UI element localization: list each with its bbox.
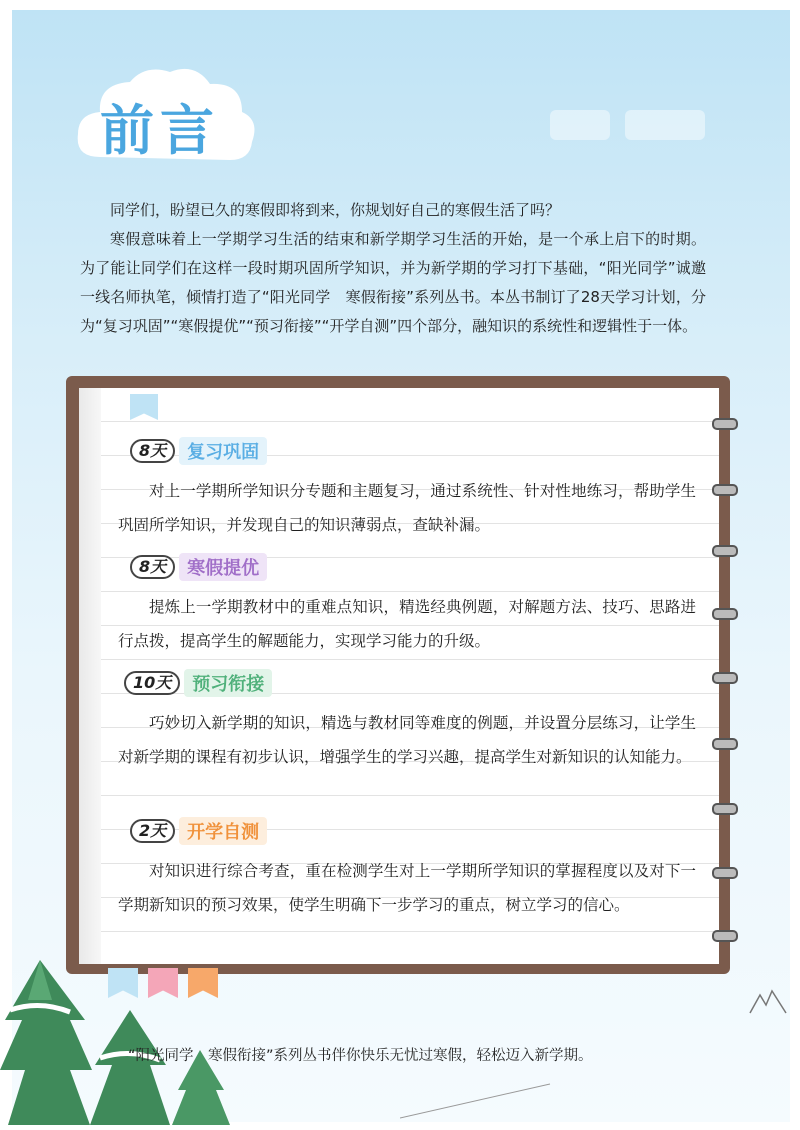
binder-ring-icon (712, 484, 738, 496)
days-badge: 10天 (124, 671, 180, 695)
section-review-label (130, 438, 267, 464)
binder-ring-icon (712, 418, 738, 430)
section-selftest-text (118, 854, 696, 922)
days-badge: 8天 (130, 555, 175, 579)
binder-ring-icon (712, 867, 738, 879)
section-improve-label (130, 554, 267, 580)
section-paragraph: 提炼上一学期教材中的重难点知识，精选经典例题，对解题方法、技巧、思路进行点拨，提高学生的解题能力，实现学习能力的升级。 (118, 598, 696, 650)
paper-margin (79, 388, 101, 964)
pine-trees-icon (0, 940, 240, 1130)
intro-paragraph-1: 同学们，盼望已久的寒假即将到来，你规划好自己的寒假生活了吗？ (110, 201, 561, 219)
background-watermark-icon (545, 100, 715, 150)
section-title: 预习衔接 (184, 669, 272, 697)
section-preview-text (118, 706, 696, 774)
binder-ring-icon (712, 608, 738, 620)
binder-ring-icon (712, 672, 738, 684)
section-paragraph: 对上一学期所学知识分专题和主题复习，通过系统性、针对性地练习，帮助学生巩固所学知识，并发现自己的知识薄弱点，查缺补漏。 (118, 482, 696, 534)
page-title: 前言 (100, 99, 220, 162)
section-paragraph: 对知识进行综合考查，重在检测学生对上一学期所学知识的掌握程度以及对下一学期新知识的预习效果，使学生明确下一步学习的重点，树立学习的信心。 (118, 862, 696, 914)
section-review-text (118, 474, 696, 542)
mountain-sketch-icon (748, 985, 788, 1015)
section-title: 寒假提优 (179, 553, 267, 581)
binder-ring-icon (712, 930, 738, 942)
section-preview-label (124, 670, 272, 696)
intro-text (80, 196, 706, 341)
intro-paragraph-2: 寒假意味着上一学期学习生活的结束和新学期学习生活的开始，是一个承上启下的时期。为了能让同学们在这样一段时期巩固所学知识，并为新学期的学习打下基础，“阳光同学”诚邀一线名师执笔，倾情打造了“阳光同学 寒假衔接”系列丛书。本丛书制订了28天学习计划，分为“复习巩固”“寒假提优”“预习衔接”“开学自测”四个部分，融知识的系统性和逻辑性于一体。 (80, 230, 706, 335)
binder-ring-icon (712, 803, 738, 815)
section-title: 复习巩固 (179, 437, 267, 465)
section-selftest-label (130, 818, 267, 844)
section-improve-text (118, 590, 696, 658)
section-paragraph: 巧妙切入新学期的知识，精选与教材同等难度的例题，并设置分层练习，让学生对新学期的课程有初步认识，增强学生的学习兴趣，提高学生对新知识的认知能力。 (118, 714, 696, 766)
section-title: 开学自测 (179, 817, 267, 845)
footer-slogan: “阳光同学 寒假衔接”系列丛书伴你快乐无忧过寒假，轻松迈入新学期。 (128, 1048, 593, 1064)
days-badge: 2天 (130, 819, 175, 843)
decorative-line (400, 1080, 560, 1120)
days-badge: 8天 (130, 439, 175, 463)
binder-ring-icon (712, 545, 738, 557)
binder-ring-icon (712, 738, 738, 750)
